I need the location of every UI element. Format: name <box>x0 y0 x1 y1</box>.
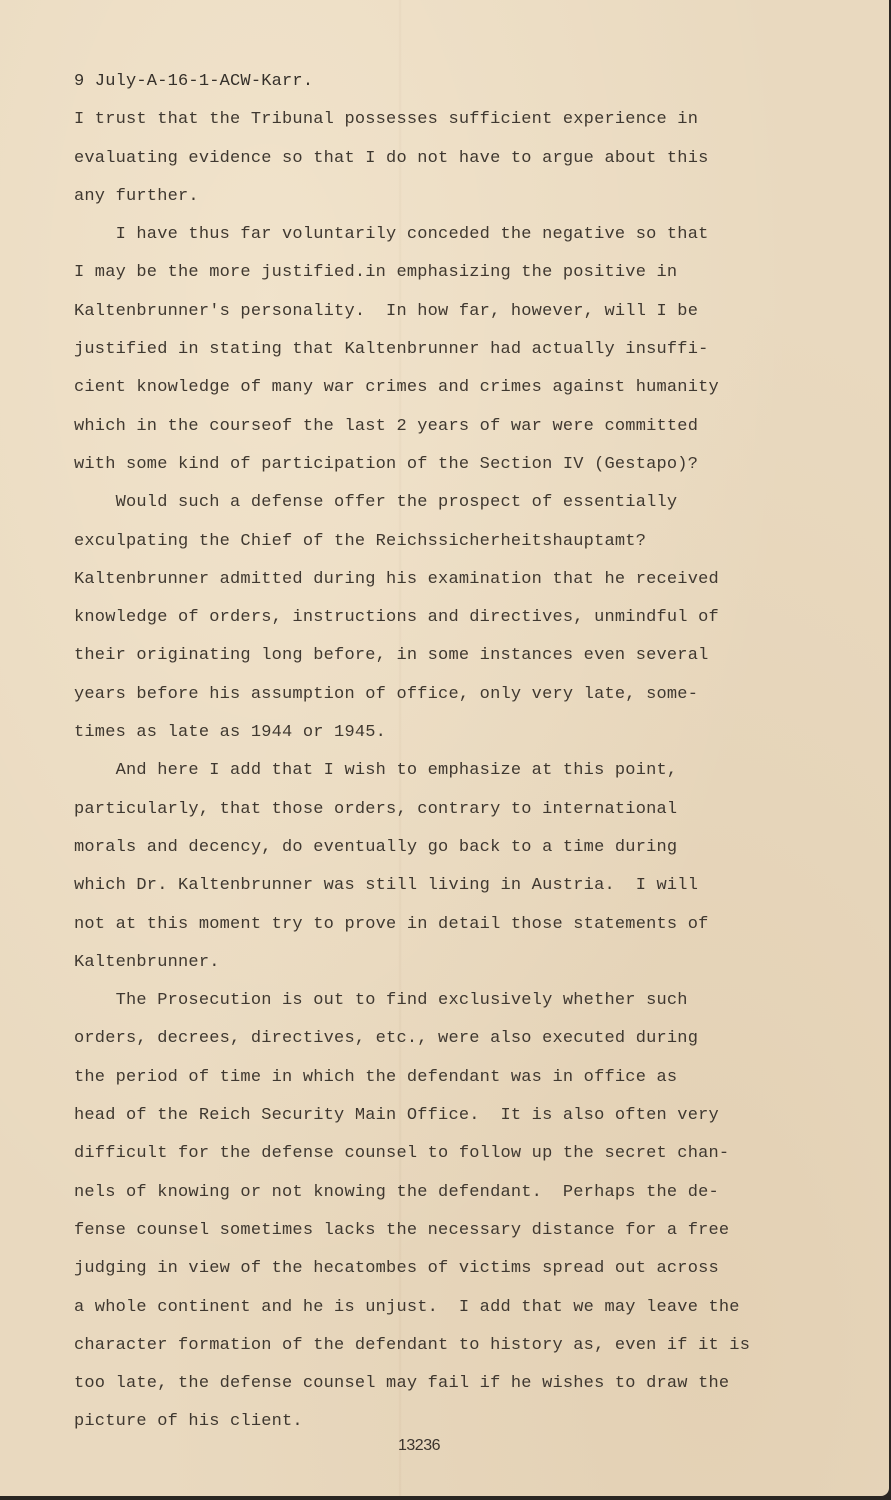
text-line: too late, the defense counsel may fail if he wishes to draw the <box>74 1374 730 1394</box>
text-line: head of the Reich Security Main Office. It is also often very <box>74 1106 719 1126</box>
text-line: years before his assumption of office, only very late, some- <box>74 684 699 704</box>
text-line: Kaltenbrunner admitted during his examination that he received <box>74 569 719 589</box>
text-line: with some kind of participation of the Section IV (Gestapo)? <box>74 454 699 474</box>
text-line: the period of time in which the defendant was in office as <box>74 1067 678 1087</box>
text-line: evaluating evidence so that I do not have to argue about this <box>74 148 709 168</box>
text-line: Kaltenbrunner's personality. In how far, however, will I be <box>74 301 699 321</box>
text-line: times as late as 1944 or 1945. <box>74 723 387 743</box>
text-line: picture of his client. <box>74 1412 303 1432</box>
page-number: 13236 <box>398 1437 440 1454</box>
document-header: 9 July-A-16-1-ACW-Karr. <box>74 72 314 91</box>
text-line: morals and decency, do eventually go back to a time during <box>74 837 678 857</box>
text-line: which Dr. Kaltenbrunner was still living in Austria. I will <box>74 876 699 896</box>
text-line: Would such a defense offer the prospect of essentially <box>74 493 678 513</box>
text-line: And here I add that I wish to emphasize at this point, <box>74 761 678 781</box>
text-line: a whole continent and he is unjust. I add that we may leave the <box>74 1297 740 1317</box>
text-line: The Prosecution is out to find exclusively whether such <box>74 991 688 1011</box>
text-line: nels of knowing or not knowing the defendant. Perhaps the de- <box>74 1182 719 1202</box>
text-line: judging in view of the hecatombes of victims spread out across <box>74 1259 719 1279</box>
text-line: Kaltenbrunner. <box>74 952 220 972</box>
text-line: their originating long before, in some instances even several <box>74 646 709 666</box>
text-line: particularly, that those orders, contrary to international <box>74 799 678 819</box>
text-line: difficult for the defense counsel to follow up the secret chan- <box>74 1144 730 1164</box>
text-line: exculpating the Chief of the Reichssicherheitshauptamt? <box>74 531 647 551</box>
document-text-lines <box>74 101 834 1441</box>
text-line: any further. <box>74 186 199 206</box>
text-line: I have thus far voluntarily conceded the negative so that <box>74 225 709 245</box>
text-line: knowledge of orders, instructions and directives, unmindful of <box>74 608 719 628</box>
text-line: justified in stating that Kaltenbrunner had actually insuffi- <box>74 340 709 360</box>
document-body <box>74 63 834 1442</box>
text-line: character formation of the defendant to history as, even if it is <box>74 1335 751 1355</box>
text-line: I trust that the Tribunal possesses sufficient experience in <box>74 110 699 130</box>
text-line: cient knowledge of many war crimes and crimes against humanity <box>74 378 719 398</box>
text-line: which in the courseof the last 2 years of war were committed <box>74 416 699 436</box>
text-line: orders, decrees, directives, etc., were also executed during <box>74 1029 699 1049</box>
text-line: I may be the more justified.in emphasizing the positive in <box>74 263 678 283</box>
text-line: fense counsel sometimes lacks the necessary distance for a free <box>74 1220 730 1240</box>
text-line: not at this moment try to prove in detail those statements of <box>74 914 709 934</box>
